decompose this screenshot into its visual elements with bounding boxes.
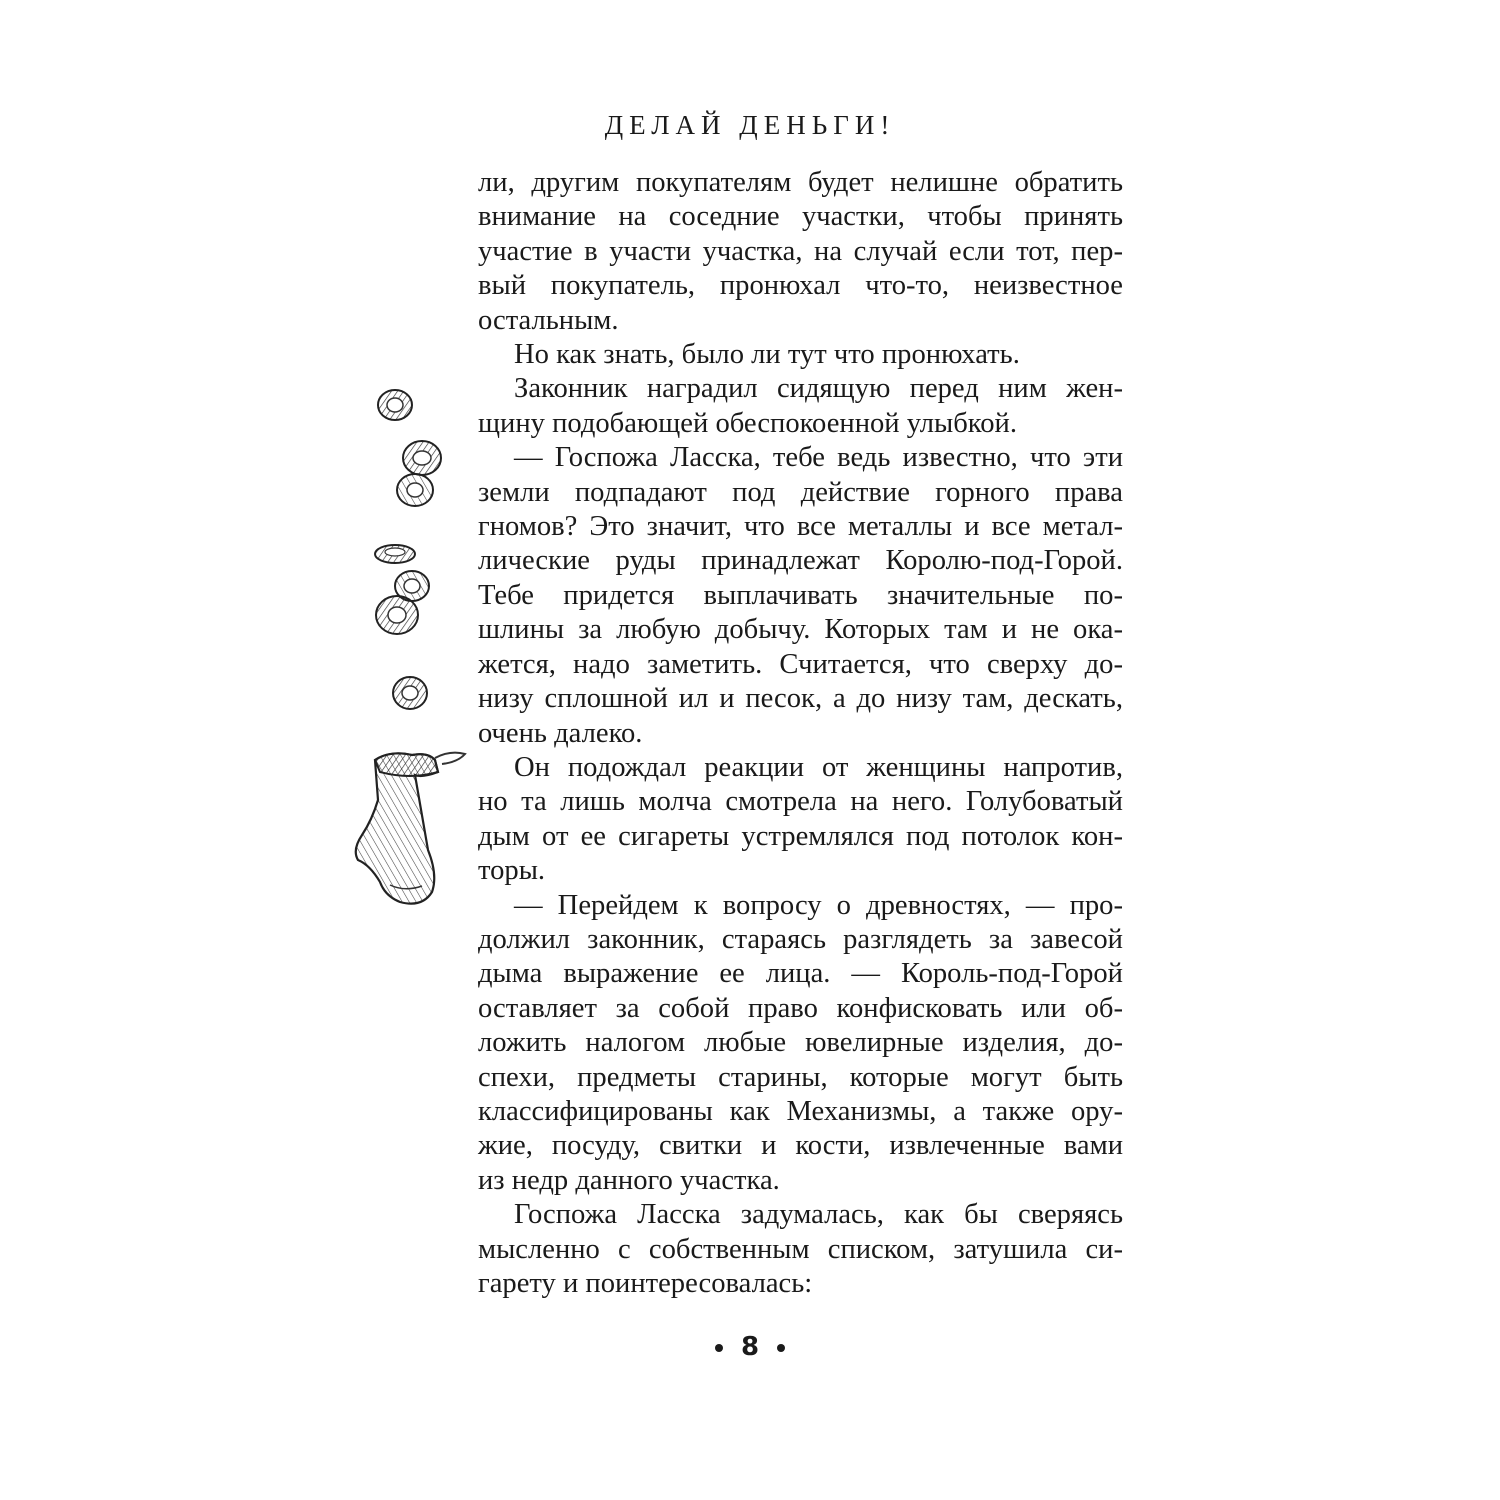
text-line: Госпожа Ласска задумалась, как бы сверяясь [514,1199,1123,1231]
text-line: из недр данного участка. [478,1164,780,1196]
running-head: ДЕЛАЙ ДЕНЬГИ! [604,110,896,140]
text-line: участие в участи участка, на случай если тот, пер- [478,235,1123,267]
text-line: но та лишь молча смотрела на него. Голубоватый [478,786,1123,818]
coin-icon [397,474,433,506]
text-line: Тебе придется выплачивать значительные по- [478,579,1123,611]
text-line: очень далеко. [478,717,643,749]
text-line: щину подобающей обеспокоенной улыбкой. [478,407,1017,439]
text-line: Но как знать, было ли тут что пронюхать. [514,339,1020,371]
text-line: низу сплошной ил и песок, а до низу там, дескать, [478,683,1123,715]
coins-sock-illustration [350,380,470,920]
text-line: шлины за любую добычу. Которых там и не ока- [478,614,1123,646]
bullet-icon [715,1344,723,1352]
text-line: внимание на соседние участки, чтобы принять [478,201,1123,233]
text-line: спехи, предметы старины, которые могут быть [478,1061,1123,1093]
coin-icon [375,545,415,563]
text-line: гномов? Это значит, что все металлы и все метал- [478,511,1123,543]
text-line: гарету и поинтересовалась: [478,1268,813,1299]
coin-icon [393,677,427,709]
text-line: вый покупатель, пронюхал что-то, неизвестное [478,270,1123,302]
sock-icon [356,753,465,904]
page-number [0,1332,1500,1362]
text-line: ложить налогом любые ювелирные изделия, до- [478,1027,1123,1059]
text-line: дым от ее сигареты устремлялся под потолок кон- [478,820,1123,852]
text-line: жие, посуду, свитки и кости, извлеченные вами [478,1130,1123,1162]
text-line: — Перейдем к вопросу о древностях, — про- [514,889,1123,921]
text-line: должил законник, стараясь разглядеть за завесой [478,923,1123,955]
text-line: — Госпожа Ласска, тебе ведь известно, что эти [514,442,1123,474]
text-line: мысленно с собственным списком, затушила си- [478,1233,1123,1265]
text-line: остальным. [478,304,619,336]
text-line: земли подпадают под действие горного права [478,476,1123,508]
bullet-icon [777,1344,785,1352]
text-line: оставляет за собой право конфисковать или об- [478,992,1123,1024]
coin-icon [378,390,412,420]
text-line: торы. [478,855,546,887]
text-line: классифицированы как Механизмы, а также ору- [478,1095,1123,1127]
text-line: ли, другим покупателям будет нелишне обратить [478,167,1123,198]
page-number-value: 8 [740,1332,760,1362]
text-line: Он подождал реакции от женщины напротив, [514,751,1123,783]
text-line: дыма выражение ее лица. — Король-под-Горой [478,958,1123,990]
coin-icon [403,441,441,475]
text-line: лические руды принадлежат Королю-под-Горой. [478,545,1123,577]
text-line: жется, надо заметить. Считается, что сверху до- [478,648,1123,680]
text-line: Законник наградил сидящую перед ним жен- [514,373,1123,405]
coin-icon [376,596,418,634]
body-text [478,166,1123,1301]
